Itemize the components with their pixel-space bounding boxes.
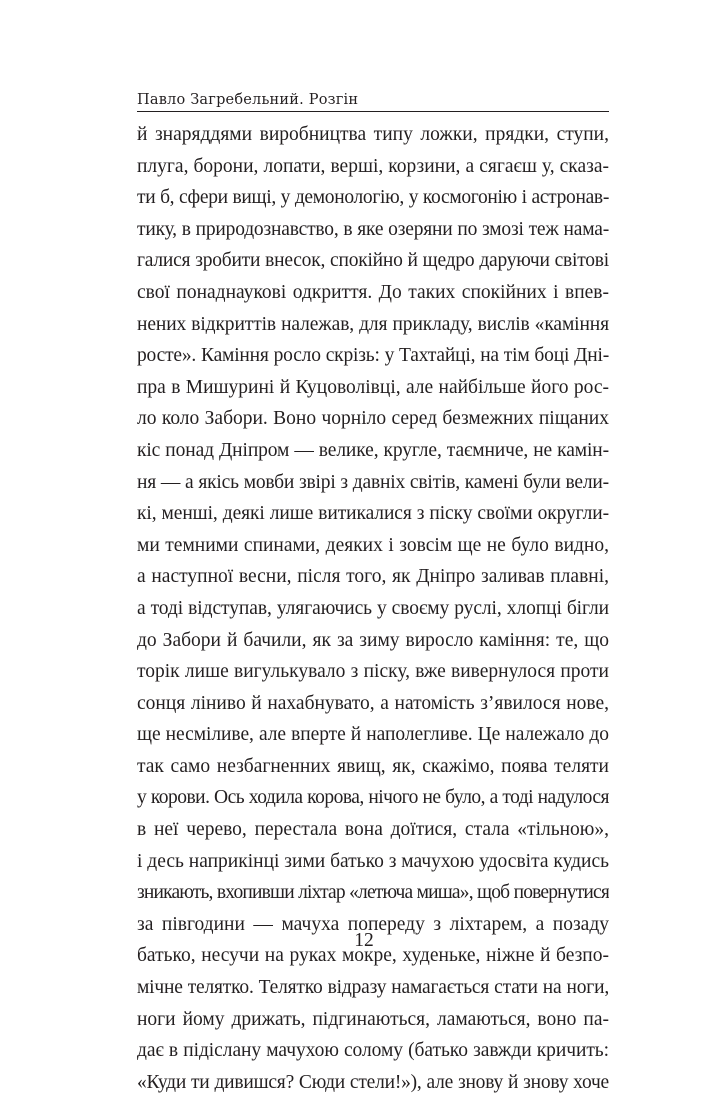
text-line: росте». Каміння росло скрізь: у Тахтайці, на тім боці Дні- [137, 345, 609, 367]
text-line: й знаряддями виробництва типу ложки, прядки, ступи, [137, 124, 609, 145]
text-line: «Куди ти дивишся? Сюди стели!»), але знову й знову хоче [137, 1071, 609, 1093]
text-line: ми темними спинами, деяких і зовсім ще не було видно, [137, 534, 609, 556]
text-line: в неї черево, перестала вона доїтися, стала «тільною», [137, 819, 609, 841]
text-line: свої понаднаукові одкриття. До таких спокійних і впев- [137, 281, 609, 303]
text-line: нених відкриттів належав, для прикладу, вислів «каміння [137, 313, 609, 335]
text-line: до Забори й бачили, як за зиму виросло каміння: те, що [137, 629, 609, 651]
text-line: ноги йому дрижать, підгинаються, ламаються, воно па- [137, 1008, 609, 1030]
text-line: а тоді відступав, улягаючись у своєму руслі, хлопці бігли [137, 597, 609, 619]
text-line: зникають, вхопивши ліхтар «летюча миша», щоб повернутися [137, 882, 609, 904]
text-line: а наступної весни, після того, як Дніпро заливав плавні, [137, 566, 609, 588]
text-line: батько, несучи на руках мокре, худеньке, ніжне й безпо- [137, 945, 609, 967]
text-line: дає в підіслану мачухою солому (батько завжди кричить: [137, 1040, 609, 1062]
text-line: кі, менші, деякі лише витикалися з піску своїми округли- [137, 503, 609, 525]
text-line: ти б, сфери вищі, у демонологію, у космогонію і астронав- [137, 187, 609, 209]
text-line: торік лише вигулькувало з піску, вже вивернулося проти [137, 661, 609, 683]
header-rule [137, 111, 609, 112]
text-line: галися зробити внесок, спокійно й щедро даруючи світові [137, 250, 609, 272]
text-line: так само незбагненних явищ, як, скажімо, поява теляти [137, 755, 609, 777]
text-line: у корови. Ось ходила корова, нічого не було, а тоді надулося [137, 787, 609, 809]
text-line: пра в Мишурині й Куцоволівці, але найбільше його рос- [137, 376, 609, 398]
text-line: кіс понад Дніпром — велике, кругле, таємниче, не камін- [137, 439, 609, 461]
text-line: за півгодини — мачуха попереду з ліхтарем, а позаду [137, 913, 609, 935]
running-head: Павло Загребельний. Розгін [137, 92, 359, 108]
text-line: ло коло Забори. Воно чорніло серед безмежних піщаних [137, 408, 609, 430]
text-line: плуга, борони, лопати, верші, корзини, а сягаєш у, сказа- [137, 155, 609, 177]
text-line: і десь наприкінці зими батько з мачухою удосвіта кудись [137, 850, 609, 872]
text-line: сонця ліниво й нахабнувато, а натомість з’явилося нове, [137, 692, 609, 714]
text-line: мічне телятко. Телятко відразу намагається стати на ноги, [137, 977, 609, 999]
text-line: тику, в природознавство, в яке озеряни по змозі теж нама- [137, 218, 609, 240]
text-line: ня — а якісь мовби звірі з давніх світів, камені були вели- [137, 471, 609, 493]
page-number: 12 [354, 930, 374, 951]
text-line: ще несміливе, але вперте й наполегливе. Це належало до [137, 724, 609, 746]
